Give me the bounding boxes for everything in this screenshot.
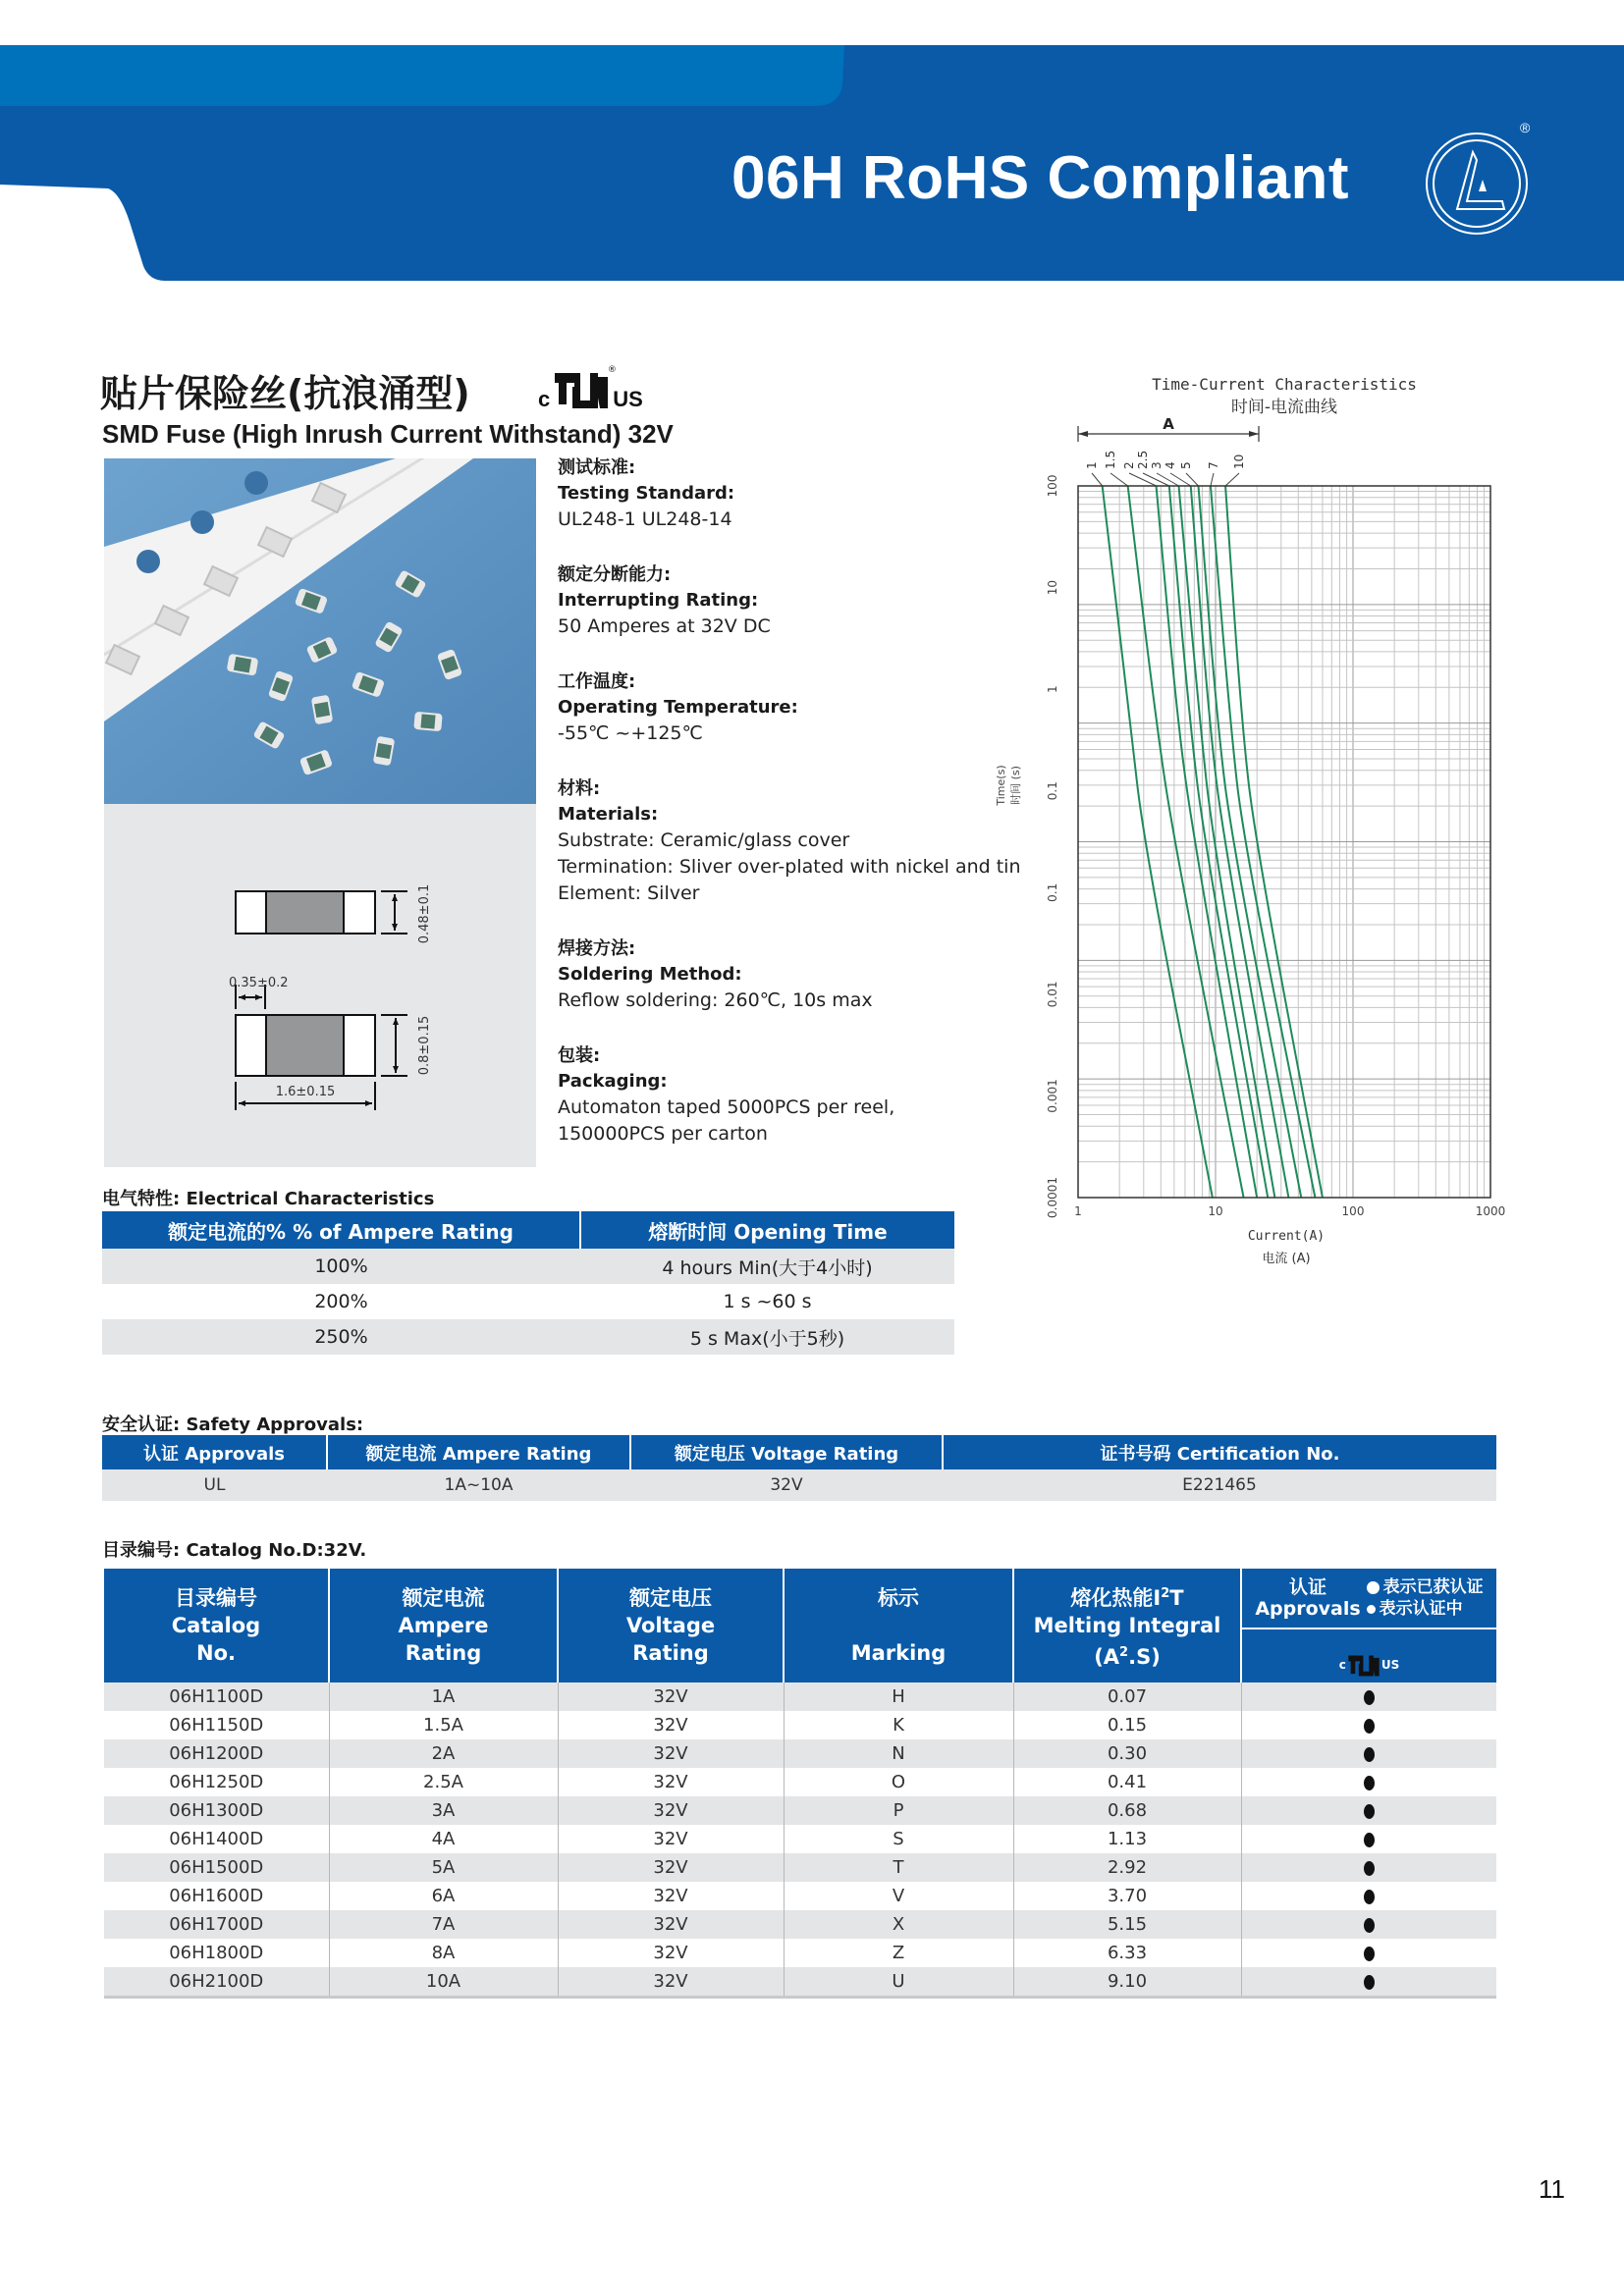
cell-marking: U xyxy=(784,1967,1013,1998)
cell-melting-integral: 0.41 xyxy=(1013,1768,1241,1796)
dim-width-label: 0.8±0.15 xyxy=(417,1015,432,1076)
approvals-en: Approvals xyxy=(1255,1598,1361,1620)
spec-materials xyxy=(558,776,1049,907)
ampere-range-bracket xyxy=(1078,415,1259,442)
table-row xyxy=(102,1469,1496,1501)
cell-ul-approval xyxy=(1241,1711,1496,1739)
dim-thickness-label: 0.48±0.1 xyxy=(417,883,432,944)
table-row xyxy=(104,1882,1496,1910)
dim-terminal-label: 0.35±0.2 xyxy=(229,976,289,990)
approved-dot-icon xyxy=(1364,1776,1375,1790)
col-header-certification-no: 证书号码 Certification No. xyxy=(943,1435,1496,1469)
spec-value: -55℃ ~+125℃ xyxy=(558,722,703,744)
cell-voltage: 32V xyxy=(558,1967,784,1998)
cell-melting-integral: 6.33 xyxy=(1013,1939,1241,1967)
x-tick-label: 1 xyxy=(1074,1204,1082,1218)
table-row xyxy=(104,1796,1496,1825)
x-tick-label: 100 xyxy=(1341,1204,1365,1218)
fuse-outline-drawing xyxy=(104,804,536,1167)
cell-voltage: 32V xyxy=(558,1825,784,1853)
cell-melting-integral: 9.10 xyxy=(1013,1967,1241,1998)
cell-ampere: 7A xyxy=(329,1910,558,1939)
series-label: 1 xyxy=(1085,461,1099,469)
spec-label-en: Materials: xyxy=(558,804,659,825)
cell-catalog-no: 06H1500D xyxy=(104,1853,329,1882)
ul-column-mark xyxy=(1242,1629,1496,1682)
header-title: 06H RoHS Compliant xyxy=(731,144,1350,212)
approved-dot-icon xyxy=(1364,1947,1375,1961)
smd-fuse-photo-illustration xyxy=(104,458,536,804)
time-current-chart xyxy=(982,363,1512,1286)
page-header-banner xyxy=(0,45,1624,281)
ul-mark-c: c xyxy=(538,387,551,411)
cell-ampere: 1A~10A xyxy=(327,1469,630,1501)
cell-certification: E221465 xyxy=(943,1469,1496,1501)
spec-label-cn: 包装: xyxy=(558,1045,601,1066)
cell-ampere: 1A xyxy=(329,1682,558,1711)
melting-t: T xyxy=(1169,1586,1184,1610)
approved-dot-icon xyxy=(1364,1890,1375,1904)
y-tick-label: 10 xyxy=(1046,579,1059,596)
approvals-title xyxy=(1255,1576,1360,1620)
y-tick-label: 0.0001 xyxy=(1046,1177,1059,1218)
legend-items xyxy=(1367,1576,1484,1620)
cell-melting-integral: 0.30 xyxy=(1013,1739,1241,1768)
approved-dot-icon xyxy=(1364,1833,1375,1847)
cell-marking: N xyxy=(784,1739,1013,1768)
cell-ampere: 3A xyxy=(329,1796,558,1825)
cell-marking: H xyxy=(784,1682,1013,1711)
chart-subtitle: 时间-电流曲线 xyxy=(1230,398,1338,417)
leader-line xyxy=(1129,473,1157,486)
cell-catalog-no: 06H1100D xyxy=(104,1682,329,1711)
cell-catalog-no: 06H1250D xyxy=(104,1768,329,1796)
col-header-ampere-rating: 额定电流 Ampere Rating xyxy=(327,1435,630,1469)
ul-certification-mark xyxy=(538,365,643,412)
cell-marking: Z xyxy=(784,1939,1013,1967)
x-tick-label: 10 xyxy=(1208,1204,1223,1218)
cell-voltage: 32V xyxy=(558,1882,784,1910)
cell-catalog-no: 06H1800D xyxy=(104,1939,329,1967)
electrical-section-label: 电气特性: Electrical Characteristics xyxy=(102,1189,435,1209)
cell-marking: X xyxy=(784,1910,1013,1939)
header-line: Catalog xyxy=(171,1614,261,1637)
melting-sup: 2 xyxy=(1161,1586,1170,1601)
cell-catalog-no: 06H1200D xyxy=(104,1739,329,1768)
header-line: Voltage xyxy=(625,1614,716,1637)
approved-dot-icon xyxy=(1364,1690,1375,1705)
cell-ul-approval xyxy=(1241,1739,1496,1768)
cell-ampere: 5A xyxy=(329,1853,558,1882)
header-line: 额定电流 xyxy=(402,1586,485,1610)
spec-operating-temperature xyxy=(558,669,1049,747)
cell-approval: UL xyxy=(102,1469,327,1501)
catalog-rows xyxy=(104,1682,1496,1998)
header-line: 目录编号 xyxy=(175,1586,257,1610)
cell-voltage: 32V xyxy=(558,1682,784,1711)
table-row xyxy=(102,1319,954,1355)
cell-time: 5 s Max(小于5秒) xyxy=(580,1319,954,1355)
table-row xyxy=(104,1825,1496,1853)
spec-label-en: Operating Temperature: xyxy=(558,697,798,718)
cell-voltage: 32V xyxy=(558,1939,784,1967)
header-spacer xyxy=(786,1612,1010,1639)
cell-time: 4 hours Min(大于4小时) xyxy=(580,1249,954,1284)
spec-label-en: Soldering Method: xyxy=(558,964,742,985)
cell-ul-approval xyxy=(1241,1882,1496,1910)
cell-voltage: 32V xyxy=(558,1711,784,1739)
spec-value: Element: Silver xyxy=(558,882,700,904)
cell-voltage: 32V xyxy=(558,1853,784,1882)
legend-pending xyxy=(1367,1598,1484,1620)
table-row xyxy=(102,1249,954,1284)
series-label: 5 xyxy=(1179,461,1193,469)
header-light-band xyxy=(0,45,844,106)
cell-catalog-no: 06H1700D xyxy=(104,1910,329,1939)
cell-melting-integral: 5.15 xyxy=(1013,1910,1241,1939)
cell-catalog-no: 06H1300D xyxy=(104,1796,329,1825)
cell-melting-integral: 0.68 xyxy=(1013,1796,1241,1825)
dimension-drawing xyxy=(104,804,536,1167)
cell-voltage: 32V xyxy=(558,1739,784,1768)
ul-registered-mark: ® xyxy=(607,365,617,375)
product-photo xyxy=(104,458,536,804)
table-row xyxy=(104,1682,1496,1711)
cell-marking: O xyxy=(784,1768,1013,1796)
legend-pending-text: 表示认证中 xyxy=(1379,1599,1463,1619)
series-label: 3 xyxy=(1150,461,1164,469)
cell-ul-approval xyxy=(1241,1796,1496,1825)
cell-ampere: 2A xyxy=(329,1739,558,1768)
col-header-voltage-rating: 额定电压 Voltage Rating xyxy=(630,1435,943,1469)
small-dot-icon xyxy=(1367,1605,1376,1614)
spec-value: Termination: Sliver over-plated with nickel and tin xyxy=(558,856,1021,878)
cell-voltage: 32V xyxy=(558,1910,784,1939)
cell-percent: 100% xyxy=(102,1249,580,1284)
ul-mark-us: US xyxy=(613,387,643,411)
spec-list xyxy=(558,455,1049,1177)
catalog-table xyxy=(104,1569,1496,1999)
cell-ul-approval xyxy=(1241,1682,1496,1711)
page-number: 11 xyxy=(1539,2174,1565,2204)
cell-ul-approval xyxy=(1241,1768,1496,1796)
cell-marking: K xyxy=(784,1711,1013,1739)
header-line: 额定电压 xyxy=(629,1586,712,1610)
unit-a: (A xyxy=(1094,1645,1120,1669)
x-axis-label-cn: 电流 (A) xyxy=(1262,1252,1311,1266)
header-line: Melting Integral xyxy=(1033,1614,1221,1637)
header-line: Ampere xyxy=(398,1614,489,1637)
melting-cn: 熔化热能I xyxy=(1070,1586,1162,1610)
header-line xyxy=(1016,1580,1238,1612)
series-label: 2.5 xyxy=(1136,450,1150,469)
cell-marking: T xyxy=(784,1853,1013,1882)
y-axis-label: Time(s) xyxy=(995,765,1007,806)
approvals-cn: 认证 xyxy=(1288,1576,1326,1598)
cell-melting-integral: 3.70 xyxy=(1013,1882,1241,1910)
cell-ul-approval xyxy=(1241,1825,1496,1853)
y-tick-label: 0.001 xyxy=(1046,1079,1059,1113)
y-tick-label: 1 xyxy=(1046,685,1059,693)
y-axis-label-cn: 时间 (s) xyxy=(1009,766,1022,805)
spec-packaging xyxy=(558,1043,1049,1148)
x-tick-label: 1000 xyxy=(1475,1204,1506,1218)
cell-melting-integral: 0.15 xyxy=(1013,1711,1241,1739)
header-line: 标示 xyxy=(878,1586,919,1610)
header-line: No. xyxy=(196,1641,236,1665)
series-label: 4 xyxy=(1164,461,1177,469)
spec-testing-standard xyxy=(558,455,1049,533)
legend-obtained xyxy=(1367,1576,1484,1598)
spec-soldering-method xyxy=(558,936,1049,1014)
series-label: 2 xyxy=(1122,461,1136,469)
series-label: 7 xyxy=(1207,461,1220,469)
approved-dot-icon xyxy=(1364,1719,1375,1734)
col-header-ampere-percent: 额定电流的% % of Ampere Rating xyxy=(102,1211,580,1249)
col-header-approvals xyxy=(1241,1569,1496,1682)
cell-ampere: 8A xyxy=(329,1939,558,1967)
y-tick-label: 0.01 xyxy=(1046,981,1059,1008)
cell-catalog-no: 06H1600D xyxy=(104,1882,329,1910)
filled-dot-icon xyxy=(1367,1581,1380,1594)
cell-ul-approval xyxy=(1241,1910,1496,1939)
cell-ul-approval xyxy=(1241,1967,1496,1998)
cell-catalog-no: 06H2100D xyxy=(104,1967,329,1998)
spec-label-cn: 测试标准: xyxy=(558,457,636,478)
header-line: Marking xyxy=(850,1641,947,1665)
cell-ul-approval xyxy=(1241,1939,1496,1967)
col-header-ampere-rating xyxy=(329,1569,558,1682)
leader-line xyxy=(1157,473,1179,486)
cell-voltage: 32V xyxy=(630,1469,943,1501)
leader-line xyxy=(1092,473,1103,486)
approved-dot-icon xyxy=(1364,1975,1375,1990)
table-row xyxy=(104,1939,1496,1967)
legend-obtained-text: 表示已获认证 xyxy=(1382,1577,1484,1597)
safety-section-label: 安全认证: Safety Approvals: xyxy=(102,1415,364,1435)
cell-marking: S xyxy=(784,1825,1013,1853)
series-label: 1.5 xyxy=(1104,450,1117,469)
col-header-catalog-no xyxy=(104,1569,329,1682)
leader-line xyxy=(1110,473,1128,486)
header-line xyxy=(1016,1639,1238,1671)
table-row xyxy=(104,1853,1496,1882)
cell-catalog-no: 06H1150D xyxy=(104,1711,329,1739)
x-axis-ticks xyxy=(1074,1204,1505,1218)
spec-value: Automaton taped 5000PCS per reel, xyxy=(558,1096,895,1118)
spec-value: 50 Amperes at 32V DC xyxy=(558,615,771,637)
col-header-marking xyxy=(784,1569,1013,1682)
spec-label-en: Packaging: xyxy=(558,1071,668,1092)
table-row xyxy=(104,1768,1496,1796)
approved-dot-icon xyxy=(1364,1918,1375,1933)
table-row xyxy=(104,1711,1496,1739)
cell-ampere: 1.5A xyxy=(329,1711,558,1739)
ul-mark-us-small: US xyxy=(1380,1658,1400,1672)
spec-value: 150000PCS per carton xyxy=(558,1123,768,1145)
cell-voltage: 32V xyxy=(558,1768,784,1796)
table-row xyxy=(104,1739,1496,1768)
approved-dot-icon xyxy=(1364,1804,1375,1819)
table-row xyxy=(104,1910,1496,1939)
y-tick-label: 0.1 xyxy=(1046,781,1059,801)
cell-ampere: 4A xyxy=(329,1825,558,1853)
table-row xyxy=(104,1967,1496,1998)
cell-time: 1 s ~60 s xyxy=(723,1291,812,1312)
cell-ampere: 2.5A xyxy=(329,1768,558,1796)
cell-catalog-no: 06H1400D xyxy=(104,1825,329,1853)
cell-melting-integral: 0.07 xyxy=(1013,1682,1241,1711)
product-title-en: SMD Fuse (High Inrush Current Withstand) 32V xyxy=(102,419,674,449)
approvals-legend xyxy=(1242,1569,1496,1629)
chart-title: Time-Current Characteristics xyxy=(1152,375,1417,394)
series-label: 10 xyxy=(1232,454,1246,469)
ul-recognized-mark-icon xyxy=(551,369,612,412)
cell-ampere: 10A xyxy=(329,1967,558,1998)
unit-b: .S) xyxy=(1128,1645,1161,1669)
leader-line xyxy=(1211,473,1214,486)
spec-value: Substrate: Ceramic/glass cover xyxy=(558,829,850,851)
col-header-approvals: 认证 Approvals xyxy=(102,1435,327,1469)
cell-percent: 250% xyxy=(102,1319,580,1355)
catalog-section-label: 目录编号: Catalog No.D:32V. xyxy=(102,1540,367,1561)
spec-label-cn: 工作温度: xyxy=(558,671,636,692)
cell-marking: V xyxy=(784,1882,1013,1910)
approved-dot-icon xyxy=(1364,1747,1375,1762)
spec-label-cn: 材料: xyxy=(558,778,601,799)
leader-line xyxy=(1225,473,1239,486)
cell-ul-approval xyxy=(1241,1853,1496,1882)
col-header-opening-time: 熔断时间 Opening Time xyxy=(580,1211,954,1249)
spec-value: UL248-1 UL248-14 xyxy=(558,508,732,530)
ul-mark-c-small: c xyxy=(1338,1658,1346,1672)
cell-percent: 200% xyxy=(314,1291,368,1312)
unit-sup: 2 xyxy=(1119,1645,1129,1660)
spec-label-en: Testing Standard: xyxy=(558,483,735,504)
product-title-cn: 贴片保险丝(抗浪涌型) xyxy=(100,372,470,415)
bracket-label: A xyxy=(1163,415,1174,433)
table-row xyxy=(102,1284,954,1319)
cell-ampere: 6A xyxy=(329,1882,558,1910)
spec-label-en: Interrupting Rating: xyxy=(558,590,759,611)
col-header-melting-integral xyxy=(1013,1569,1241,1682)
spec-label-cn: 焊接方法: xyxy=(558,938,636,959)
spec-interrupting-rating xyxy=(558,562,1049,640)
dim-length-label: 1.6±0.15 xyxy=(275,1085,336,1099)
series-labels xyxy=(1085,451,1246,469)
leader-line xyxy=(1143,473,1169,486)
y-tick-label: 0.1 xyxy=(1046,882,1059,902)
cell-marking: P xyxy=(784,1796,1013,1825)
cell-voltage: 32V xyxy=(558,1796,784,1825)
y-axis-ticks xyxy=(1046,475,1059,1218)
spec-label-cn: 额定分断能力: xyxy=(558,564,672,585)
header-line: Rating xyxy=(405,1641,482,1665)
col-header-voltage-rating xyxy=(558,1569,784,1682)
spec-value: Reflow soldering: 260℃, 10s max xyxy=(558,989,873,1011)
cell-melting-integral: 1.13 xyxy=(1013,1825,1241,1853)
brand-logo-icon xyxy=(1424,131,1530,237)
header-line: Rating xyxy=(632,1641,709,1665)
approved-dot-icon xyxy=(1364,1861,1375,1876)
x-axis-label: Current(A) xyxy=(1247,1229,1326,1244)
y-tick-label: 100 xyxy=(1046,474,1059,498)
safety-table xyxy=(102,1435,1496,1501)
registered-mark: ® xyxy=(1520,120,1531,135)
electrical-table xyxy=(102,1211,954,1355)
series-leader-lines xyxy=(1092,473,1239,486)
cell-melting-integral: 2.92 xyxy=(1013,1853,1241,1882)
ul-recognized-mark-icon xyxy=(1346,1653,1381,1679)
